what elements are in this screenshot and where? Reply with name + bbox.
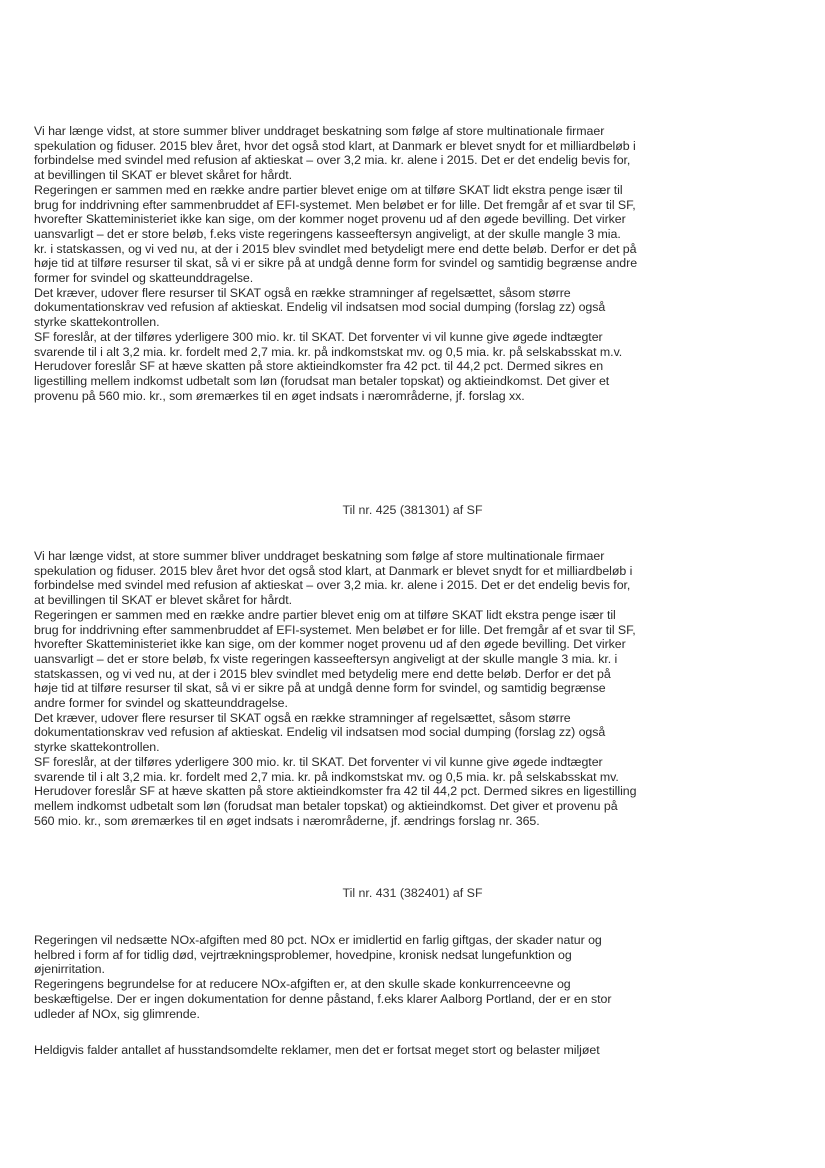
section-heading-nr-431: Til nr. 431 (382401) af SF	[342, 886, 483, 900]
text-section-skat-1	[34, 124, 804, 403]
paragraph: Regeringen er sammen med en række andre partier blevet enige om at tilføre SKAT lidt ekstra penge især til brug for inddrivning efter sammenbruddet af EFI-systemet. Men beløbet er for lille. Det fremgår af et svar til SF, hvorefter Skatteministeriet ikke kan sige, om der kommer noget provenu ud af den øgede bevilling. Det virker uansvarligt – det er store beløb, f.eks viste regeringens kasseeftersyn angiveligt, at der skulle mangle 3 mia. kr. i statskassen, og vi ved nu, at der i 2015 blev svindlet med betydeligt mere end dette beløb. Derfor er det på høje tid at tilføre resurser til skat, så vi er sikre på at undgå denne form for svindel og samtidig begrænse andre former for svindel og skatteunddragelse.	[34, 182, 638, 286]
paragraph: Regeringen er sammen med en række andre partier blevet enig om at tilføre SKAT lidt ekstra penge især til brug for inddrivning efter sammenbruddet af EFI-systemet. Men beløbet er for lille. Det fremgår af et svar til SF, hvorefter Skatteministeriet ikke kan sige, om der kommer noget provenu ud af den øgede bevilling. Det virker uansvarligt – det er store beløb, fx viste regeringen kasseeftersyn angiveligt at der skulle mangle 3 mia. kr. i statskassen, og vi ved nu, at der i 2015 blev svindlet med betydelig mere end dette beløb. Derfor er det på høje tid at tilføre resurser til skat, så vi er sikre på at undgå denne form for svindel, og samtidig begrænse andre former for svindel og skatteunddragelse.	[34, 607, 636, 711]
paragraph: SF foreslår, at der tilføres yderligere 300 mio. kr. til SKAT. Det forventer vi vil kunne give øgede indtægter svarende til i alt 3,2 mia. kr. fordelt med 2,7 mia. kr. på indkomstskat mv. og 0,5 mia. kr. på selskabsskat m.v.	[34, 329, 623, 359]
paragraph: Vi har længe vidst, at store summer bliver unddraget beskatning som følge af store multinationale firmaer spekulation og fiduser. 2015 blev året, hvor det også stod klart, at Danmark er blevet snydt for et milliardbeløb i forbindelse med svindel med refusion af aktieskat – over 3,2 mia. kr. alene i 2015. Det er det endelig bevis for, at bevillingen til SKAT er blevet skåret for hårdt.	[34, 124, 636, 183]
paragraph: Herudover foreslår SF at hæve skatten på store aktieindkomster fra 42 til 44,2 pct. Dermed sikres en ligestilling mellem indkomst udbetalt som løn (forudsat man betaler topskat) og aktieindkomst. Det giver et provenu på 560 mio. kr., som øremærkes til en øget indsats i nærområderne, jf. ændrings forslag nr. 365.	[34, 784, 637, 828]
text-section-skat-2	[34, 549, 804, 828]
paragraph: Vi har længe vidst, at store summer bliver unddraget beskatning som følge af store multinationale firmaer spekulation og fiduser. 2015 blev året hvor det også stod klart, at Danmark er blevet snydt for et milliardbeløb i forbindelse med svindel med refusion af aktieskat – over 3,2 mia. kr. alene i 2015. Det er det endelig bevis for, at bevillingen til SKAT er blevet skåret for hårdt.	[34, 549, 633, 608]
paragraph: Det kræver, udover flere resurser til SKAT også en række stramninger af regelsættet, såsom større dokumentationskrav ved refusion af aktieskat. Endelig vil indsatsen mod social dumping (forslag zz) også styrke skattekontrollen.	[34, 285, 606, 330]
text-section-reklamer	[34, 1043, 804, 1058]
paragraph: Regeringen vil nedsætte NOx-afgiften med 80 pct. NOx er imidlertid en farlig giftgas, der skader natur og helbred i form af for tidlig død, vejrtrækningsproblemer, hovedpine, kronisk nedsat lungefunktion og øjenirritation.	[34, 933, 602, 977]
section-heading-nr-425: Til nr. 425 (381301) af SF	[342, 503, 483, 517]
paragraph: Herudover foreslår SF at hæve skatten på store aktieindkomster fra 42 pct. til 44,2 pct. Dermed sikres en ligestilling mellem indkomst udbetalt som løn (forudsat man betaler topskat) og aktieindkomst. Det giver et provenu på 560 mio. kr., som øremærkes til en øget indsats i nærområderne, jf. forslag xx.	[34, 359, 610, 403]
paragraph: SF foreslår, at der tilføres yderligere 300 mio. kr. til SKAT. Det forventer vi vil kunne give øgede indtægter svarende til i alt 3,2 mia. kr. fordelt med 2,7 mia. kr. på indkomstskat mv. og 0,5 mia. kr. på selskabsskat mv.	[34, 754, 619, 784]
text-section-nox	[34, 933, 804, 1021]
paragraph: Heldigvis falder antallet af husstandsomdelte reklamer, men det er fortsat meget stort og belaster miljøet	[34, 1043, 600, 1057]
paragraph: Det kræver, udover flere resurser til SKAT også en række stramninger af regelsættet, såsom større dokumentationskrav ved refusion af aktieskat. Endelig vil indsatsen mod social dumping (forslag zz) også styrke skattekontrollen.	[34, 710, 606, 755]
paragraph: Regeringens begrundelse for at reducere NOx-afgiften er, at den skulle skade konkurrenceevne og beskæftigelse. Der er ingen dokumentation for denne påstand, f.eks klarer Aalborg Portland, der er en stor udleder af NOx, sig glimrende.	[34, 977, 612, 1021]
